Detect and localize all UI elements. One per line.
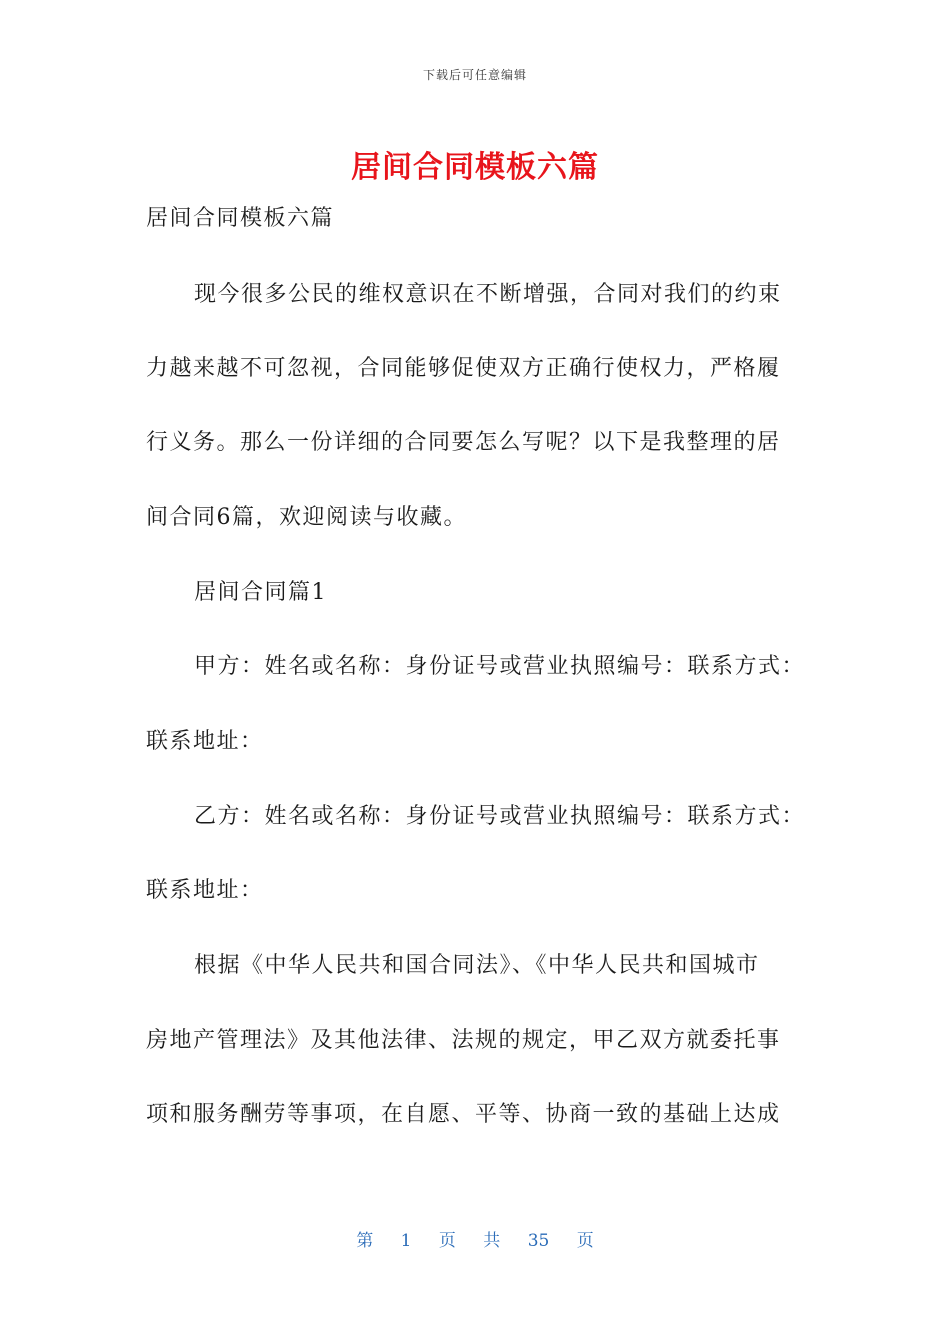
- party-b-line: 乙方：姓名或名称：身份证号或营业执照编号：联系方式：: [194, 804, 806, 829]
- footer-label-ye2: 页: [576, 1231, 594, 1251]
- footer-total-pages: 35: [527, 1231, 550, 1251]
- paragraph-line: 力越来越不可忽视，合同能够促使双方正确行使权力，严格履: [146, 356, 781, 381]
- paragraph-line: 间合同6篇，欢迎阅读与收藏。: [146, 505, 467, 530]
- paragraph-line: 房地产管理法》及其他法律、法规的规定，甲乙双方就委托事: [146, 1028, 781, 1053]
- paragraph-line: 行义务。那么一份详细的合同要怎么写呢？以下是我整理的居: [146, 430, 781, 455]
- header-note: 下载后可任意编辑: [422, 68, 527, 82]
- party-a-address: 联系地址：: [146, 729, 264, 754]
- footer-label-gong: 共: [483, 1231, 501, 1251]
- paragraph-line: 根据《中华人民共和国合同法》、《中华人民共和国城市: [194, 953, 760, 978]
- paragraph-line: 现今很多公民的维权意识在不断增强，合同对我们的约束: [194, 282, 782, 307]
- footer-label-ye: 页: [438, 1231, 456, 1251]
- footer-page-number: 1: [400, 1231, 412, 1251]
- footer-label-di: 第: [356, 1231, 374, 1251]
- party-a-line: 甲方：姓名或名称：身份证号或营业执照编号：联系方式：: [194, 654, 806, 679]
- section-heading: 居间合同篇1: [194, 580, 327, 605]
- page-footer: [0, 1226, 950, 1251]
- party-b-address: 联系地址：: [146, 878, 264, 903]
- document-title: 居间合同模板六篇: [351, 150, 599, 185]
- subtitle-line: 居间合同模板六篇: [146, 206, 335, 231]
- paragraph-line: 项和服务酬劳等事项，在自愿、平等、协商一致的基础上达成: [146, 1102, 781, 1127]
